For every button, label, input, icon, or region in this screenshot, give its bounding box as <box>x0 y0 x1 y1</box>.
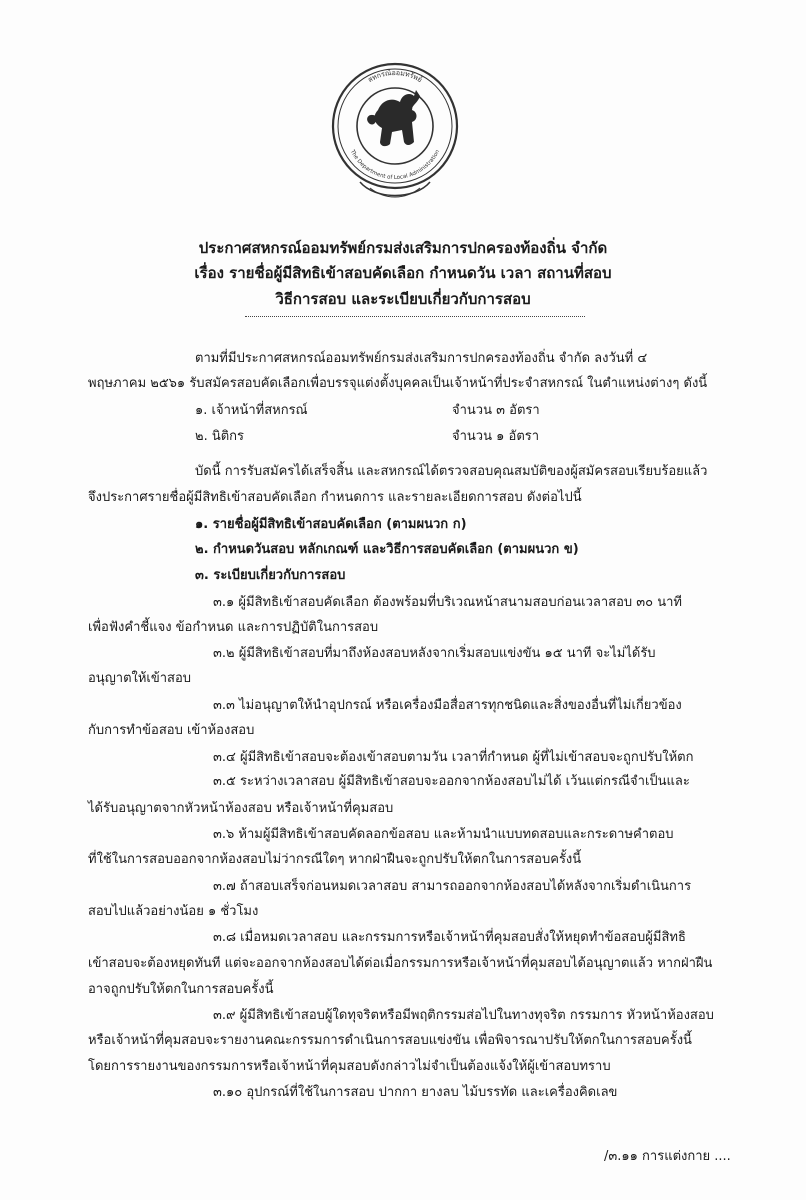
rule-line: อาจถูกปรับให้ตกในการสอบครั้งนี้ <box>88 982 274 997</box>
svg-text:สหกรณ์ออมทรัพย์: สหกรณ์ออมทรัพย์ <box>366 68 424 85</box>
announcement-title: ประกาศสหกรณ์ออมทรัพย์กรมส่งเสริมการปกครองท้องถิ่น จำกัด <box>198 239 608 257</box>
rule-line: โดยการรายงานของกรรมการหรือเจ้าหน้าที่คุมสอบดังกล่าวไม่จำเป็นต้องแจ้งให้ผู้เข้าสอบทราบ <box>88 1059 611 1074</box>
para2-line-2: จึงประกาศรายชื่อผู้มีสิทธิเข้าสอบคัดเลือก กำหนดการ และรายละเอียดการสอบ ดังต่อไปนี้ <box>88 490 582 505</box>
title-divider <box>245 316 585 317</box>
announcement-subject: เรื่อง รายชื่อผู้มีสิทธิเข้าสอบคัดเลือก กำหนดวัน เวลา สถานที่สอบ <box>194 264 612 282</box>
position-name: ๒. นิติกร <box>195 429 245 444</box>
rule-line: ได้รับอนุญาตจากหัวหน้าห้องสอบ หรือเจ้าหน้าที่คุมสอบ <box>88 801 394 816</box>
rule-line: หรือเจ้าหน้าที่คุมสอบจะรายงานคณะกรรมการดำเนินการสอบแข่งขัน เพื่อพิจารณาปรับให้ตกในการสอบครั้งนี้ <box>88 1033 692 1048</box>
rule-line: ๓.๕ ระหว่างเวลาสอบ ผู้มีสิทธิเข้าสอบจะออกจากห้องสอบไม่ได้ เว้นแต่กรณีจำเป็นและ <box>213 774 690 789</box>
rule-line: กับการทำข้อสอบ เข้าห้องสอบ <box>88 723 255 738</box>
rule-line: ๓.๓ ไม่อนุญาตให้นำอุปกรณ์ หรือเครื่องมือสื่อสารทุกชนิดและสิ่งของอื่นที่ไม่เกี่ยวข้อง <box>213 698 682 713</box>
rule-line: เข้าสอบจะต้องหยุดทันที แต่จะออกจากห้องสอบได้ต่อเมื่อกรรมการหรือเจ้าหน้าที่คุมสอบได้อนุญาตแล้ว หากฝ่าฝืน <box>88 956 713 971</box>
rule-line: ๓.๘ เมื่อหมดเวลาสอบ และกรรมการหรือเจ้าหน้าที่คุมสอบสั่งให้หยุดทำข้อสอบผู้มีสิทธิ <box>213 930 686 945</box>
section-heading: ๒. กำหนดวันสอบ หลักเกณฑ์ และวิธีการสอบคัดเลือก (ตามผนวก ข) <box>195 542 579 557</box>
position-count: จำนวน ๓ อัตรา <box>452 403 540 418</box>
rule-line: ๓.๔ ผู้มีสิทธิเข้าสอบจะต้องเข้าสอบตามวัน เวลาที่กำหนด ผู้ที่ไม่เข้าสอบจะถูกปรับให้ตก <box>213 750 694 765</box>
cooperative-seal-logo <box>330 50 460 210</box>
intro-line-2: พฤษภาคม ๒๕๖๑ รับสมัครสอบคัดเลือกเพื่อบรรจุแต่งตั้งบุคคลเป็นเจ้าหน้าที่ประจำสหกรณ์ ในตำแหน่งต่างๆ ดังนี้ <box>88 376 708 391</box>
rule-line: ๓.๒ ผู้มีสิทธิเข้าสอบที่มาถึงห้องสอบหลังจากเริ่มสอบแข่งขัน ๑๕ นาที จะไม่ได้รับ <box>213 646 656 661</box>
para2-line-1: บัดนี้ การรับสมัครได้เสร็จสิ้น และสหกรณ์ได้ตรวจสอบคุณสมบัติของผู้สมัครสอบเรียบร้อยแล้ว <box>195 464 708 479</box>
rule-line: ที่ใช้ในการสอบออกจากห้องสอบไม่ว่ากรณีใดๆ หากฝ่าฝืนจะถูกปรับให้ตกในการสอบครั้งนี้ <box>88 852 582 867</box>
rule-line: ๓.๙ ผู้มีสิทธิเข้าสอบผู้ใดทุจริตหรือมีพฤติกรรมส่อไปในทางทุจริต กรรมการ หัวหน้าห้องสอบ <box>213 1008 714 1023</box>
rule-line: สอบไปแล้วอย่างน้อย ๑ ชั่วโมง <box>88 904 259 919</box>
rule-line: ๓.๑๐ อุปกรณ์ที่ใช้ในการสอบ ปากกา ยางลบ ไม้บรรทัด และเครื่องคิดเลข <box>213 1085 618 1100</box>
svg-text:The Department of Local Admini: The Department of Local Administration <box>348 149 442 181</box>
rule-line: ๓.๖ ห้ามผู้มีสิทธิเข้าสอบคัดลอกข้อสอบ และห้ามนำแบบทดสอบและกระดาษคำตอบ <box>213 827 674 842</box>
intro-line-1: ตามที่มีประกาศสหกรณ์ออมทรัพย์กรมส่งเสริมการปกครองท้องถิ่น จำกัด ลงวันที่ ๔ <box>195 351 648 366</box>
rule-line: เพื่อฟังคำชี้แจง ข้อกำหนด และการปฏิบัติในการสอบ <box>88 620 379 635</box>
announcement-subject-cont: วิธีการสอบ และระเบียบเกี่ยวกับการสอบ <box>275 290 531 308</box>
position-name: ๑. เจ้าหน้าที่สหกรณ์ <box>195 403 308 418</box>
seal-emblem-icon <box>330 50 460 210</box>
rule-line: อนุญาตให้เข้าสอบ <box>88 671 192 686</box>
section-heading: ๑. รายชื่อผู้มีสิทธิเข้าสอบคัดเลือก (ตามผนวก ก) <box>195 517 467 532</box>
rule-line: ๓.๑ ผู้มีสิทธิเข้าสอบคัดเลือก ต้องพร้อมที่บริเวณหน้าสนามสอบก่อนเวลาสอบ ๓๐ นาที <box>213 595 682 610</box>
page-continuation: /๓.๑๑ การแต่งกาย .... <box>604 1149 731 1164</box>
rule-line: ๓.๗ ถ้าสอบเสร็จก่อนหมดเวลาสอบ สามารถออกจากห้องสอบได้หลังจากเริ่มดำเนินการ <box>213 879 692 894</box>
position-count: จำนวน ๑ อัตรา <box>452 429 540 444</box>
section-heading: ๓. ระเบียบเกี่ยวกับการสอบ <box>195 568 346 583</box>
